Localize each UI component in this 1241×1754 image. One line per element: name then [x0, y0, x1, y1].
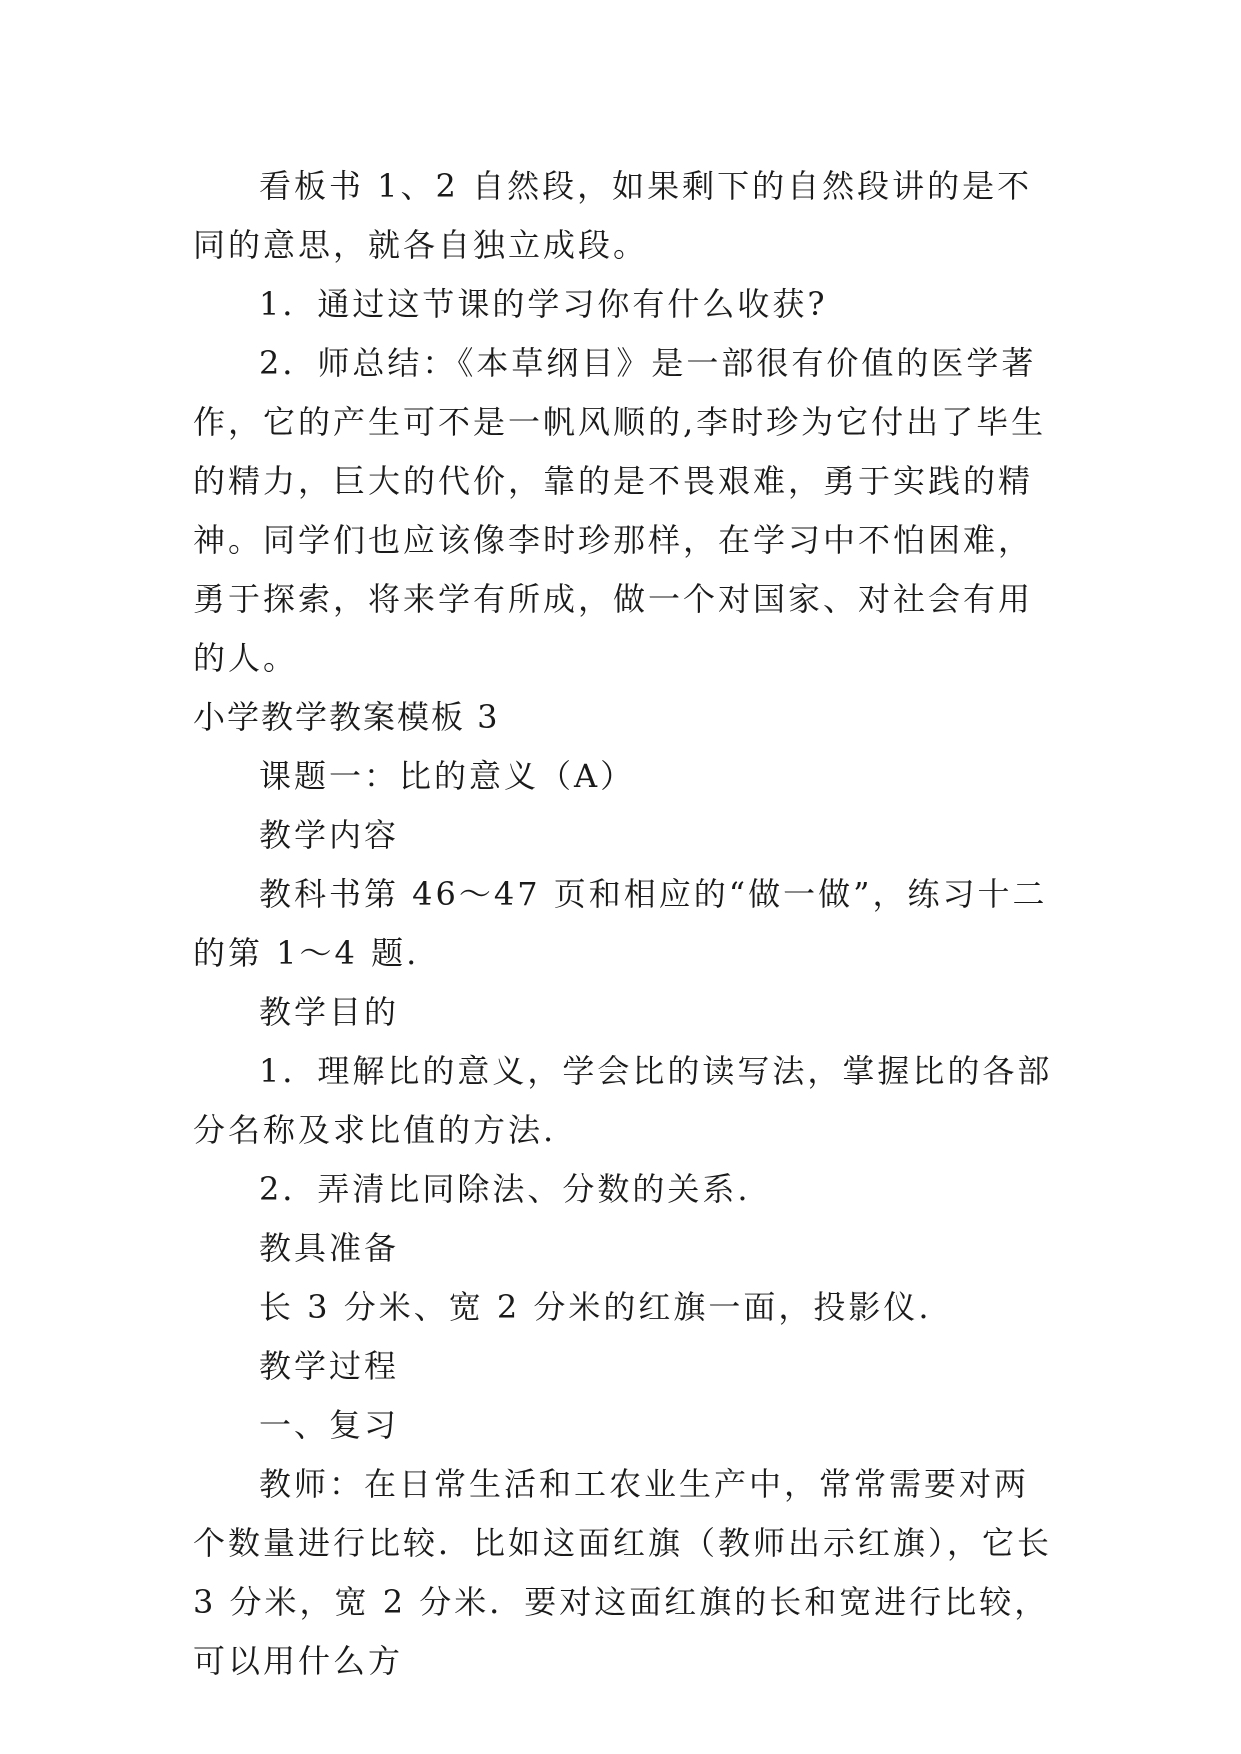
teaching-process-heading: 教学过程	[259, 1347, 400, 1385]
paragraph-question-gains: 1．通过这节课的学习你有什么收获?	[259, 285, 828, 323]
paragraph-teacher-summary: 2．师总结：《本草纲目》是一部很有价值的医学著作，它的产生可不是一帆风顺的,李时珍为它付出了毕生的精力，巨大的代价，靠的是不畏艰难，勇于实践的精神。同学们也应该像李时珍那样，在学习中不怕困难，勇于探索，将来学有所成，做一个对国家、对社会有用的人。	[193, 344, 1047, 677]
review-heading: 一、复习	[259, 1406, 400, 1444]
teaching-goals-heading: 教学目的	[259, 993, 400, 1031]
teaching-aids-heading: 教具准备	[259, 1229, 400, 1267]
teaching-aids-text: 长 3 分米、宽 2 分米的红旗一面，投影仪.	[259, 1288, 932, 1326]
teaching-goal-item-2: 2．弄清比同除法、分数的关系.	[259, 1170, 751, 1208]
teacher-review-text: 教师：在日常生活和工农业生产中，常常需要对两个数量进行比较．比如这面红旗（教师出示红旗），它长 3 分米，宽 2 分米．要对这面红旗的长和宽进行比较，可以用什么方	[193, 1465, 1053, 1680]
teaching-content-text: 教科书第 46～47 页和相应的“做一做”，练习十二的第 1～4 题.	[193, 875, 1048, 972]
teaching-content-heading: 教学内容	[259, 816, 400, 854]
paragraph-reading-instruction: 看板书 1、2 自然段，如果剩下的自然段讲的是不同的意思，就各自独立成段。	[193, 167, 1033, 264]
section-title: 小学教学教案模板 3	[193, 698, 500, 736]
lesson-topic-heading: 课题一：比的意义（A）	[259, 757, 636, 795]
teaching-goal-item-1: 1．理解比的意义，学会比的读写法，掌握比的各部分名称及求比值的方法.	[193, 1052, 1053, 1149]
document-body	[193, 157, 1063, 1691]
